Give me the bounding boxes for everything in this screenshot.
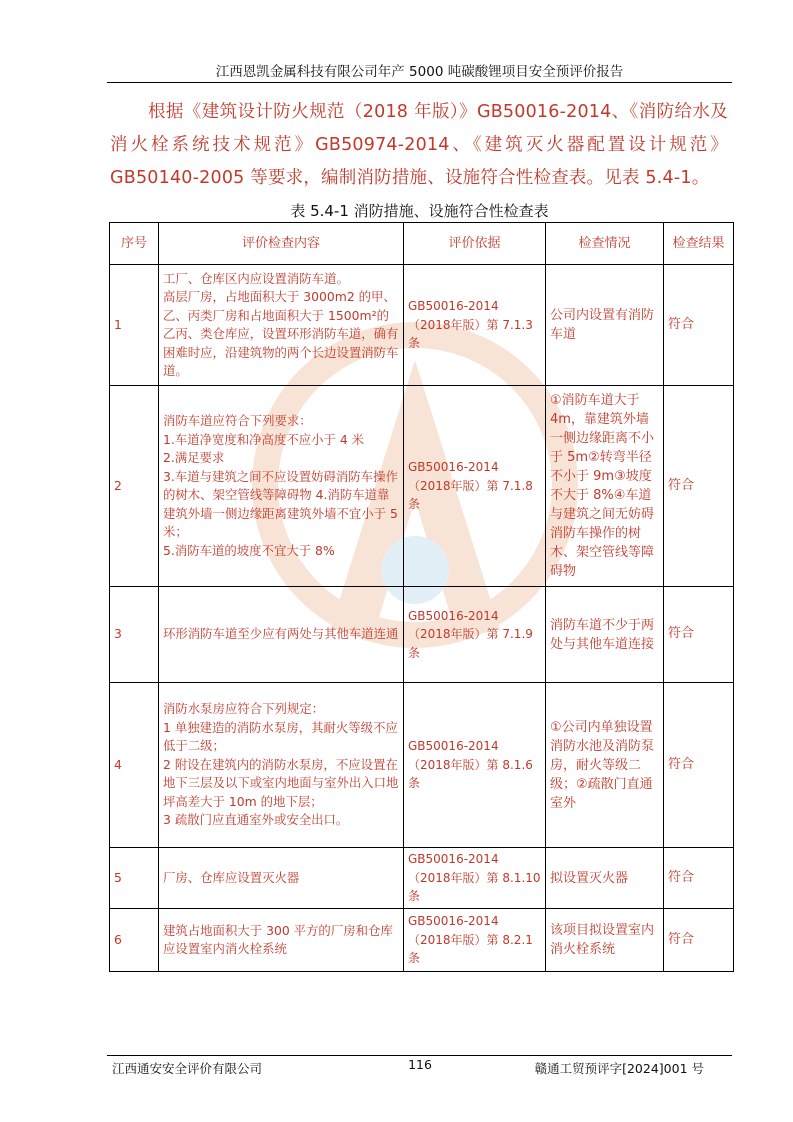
row-basis: GB50016-2014（2018年版）第 7.1.9 条 <box>404 587 546 683</box>
row-basis: GB50016-2014（2018年版）第 7.1.3 条 <box>404 265 546 386</box>
table-row <box>110 587 734 683</box>
row-result: 符合 <box>664 386 734 587</box>
fire-check-table <box>109 222 734 972</box>
header-result: 检查结果 <box>664 223 734 265</box>
footer-rule <box>107 1055 732 1056</box>
table-row <box>110 386 734 587</box>
table-caption: 表 5.4-1 消防措施、设施符合性检查表 <box>290 202 549 220</box>
row-status: ①公司内单独设置消防水池及消防泵房，耐火等级二级；②疏散门直通室外 <box>546 683 664 848</box>
content-line: 建筑占地面积大于 300 平方的厂房和仓库应设置室内消火栓系统 <box>163 922 393 956</box>
content-line: 1 单独建造的消防水泵房，其耐火等级不应低于二级； <box>163 719 398 754</box>
content-line: 高层厂房，占地面积大于 3000m2 的甲、乙、丙类厂房和占地面积大于 1500m²的乙丙、类仓库应，设置环形消防车道，确有困难时应，沿建筑物的两个长边设置消防车道。 <box>163 289 399 378</box>
row-content <box>159 386 404 587</box>
footer-doc-no: 赣通工贸预评字[2024]001 号 <box>534 1061 704 1076</box>
table-row <box>110 683 734 848</box>
content-line: 厂房、仓库应设置灭火器 <box>163 869 300 885</box>
header-content: 评价检查内容 <box>159 223 404 265</box>
row-content <box>159 683 404 848</box>
row-content <box>159 848 404 909</box>
content-line: 5.消防车道的坡度不宜大于 8% <box>163 542 335 558</box>
content-line: 3.车道与建筑之间不应设置妨碍消防车操作的树木、架空管线等障碍物 4.消防车道靠建筑外墙一侧边缘距离建筑外墙不宜小于 5 米； <box>163 468 398 539</box>
row-basis: GB50016-2014（2018年版）第 7.1.8 条 <box>404 386 546 587</box>
row-status: 拟设置灭火器 <box>546 848 664 909</box>
row-content <box>159 909 404 972</box>
content-line: 消防水泵房应符合下列规定： <box>163 701 325 717</box>
row-content <box>159 587 404 683</box>
row-no: 4 <box>110 683 159 848</box>
content-line: 3 疏散门应直通室外或安全出口。 <box>163 812 349 828</box>
intro-paragraph: 根据《建筑设计防火规范（2018 年版）》GB50016-2014、《消防给水及消火栓系统技术规范》GB50974-2014、《建筑灭火器配置设计规范》GB50140-2005 等要求，编制消防措施、设施符合性检查表。见表 5.4-1。 <box>110 102 728 188</box>
page-header: 江西恩凯金属科技有限公司年产 5000 吨碳酸锂项目安全预评价报告 <box>215 64 624 80</box>
row-content <box>159 265 404 386</box>
row-no: 3 <box>110 587 159 683</box>
row-result: 符合 <box>664 909 734 972</box>
page-number: 116 <box>408 1057 432 1072</box>
row-basis: GB50016-2014（2018年版）第 8.1.6 条 <box>404 683 546 848</box>
row-status: 该项目拟设置室内消火栓系统 <box>546 909 664 972</box>
table-row <box>110 909 734 972</box>
content-line: 1.车道净宽度和净高度不应小于 4 米 <box>163 431 365 447</box>
row-basis: GB50016-2014（2018年版）第 8.2.1 条 <box>404 909 546 972</box>
row-status: 公司内设置有消防车道 <box>546 265 664 386</box>
table-header-row <box>110 223 734 265</box>
content-line: 工厂、仓库区内应设置消防车道。 <box>163 270 349 286</box>
footer-company: 江西通安安全评价有限公司 <box>112 1061 263 1076</box>
row-no: 2 <box>110 386 159 587</box>
row-result: 符合 <box>664 683 734 848</box>
row-no: 5 <box>110 848 159 909</box>
table-row <box>110 848 734 909</box>
content-line: 环形消防车道至少应有两处与其他车道连通 <box>163 626 399 642</box>
content-line: 2.满足要求 <box>163 450 225 465</box>
row-result: 符合 <box>664 848 734 909</box>
table-row <box>110 265 734 386</box>
row-no: 1 <box>110 265 159 386</box>
header-status: 检查情况 <box>546 223 664 265</box>
row-result: 符合 <box>664 265 734 386</box>
header-rule <box>107 82 732 83</box>
row-status: 消防车道不少于两处与其他车道连接 <box>546 587 664 683</box>
content-line: 2 附设在建筑内的消防水泵房，不应设置在地下三层及以下或室内地面与室外出入口地坪高差大于 10m 的地下层； <box>163 756 399 809</box>
row-basis: GB50016-2014（2018年版）第 8.1.10 条 <box>404 848 546 909</box>
content-line: 消防车道应符合下列要求： <box>163 413 312 428</box>
header-no: 序号 <box>110 223 159 265</box>
row-no: 6 <box>110 909 159 972</box>
row-result: 符合 <box>664 587 734 683</box>
header-basis: 评价依据 <box>404 223 546 265</box>
row-status: ①消防车道大于 4m，靠建筑外墙一侧边缘距离不小于 5m②转弯半径不小于 9m③坡度不大于 8%④车道与建筑之间无妨碍消防车操作的树木、架空管线等障碍物 <box>546 386 664 587</box>
